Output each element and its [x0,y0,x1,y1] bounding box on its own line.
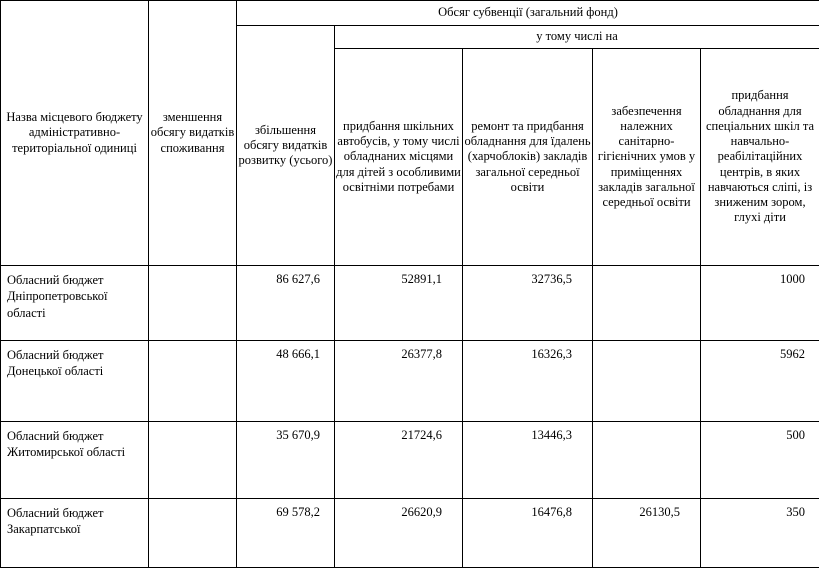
row-sanitary-value [593,266,701,341]
row-canteens-value: 13446,3 [463,422,593,499]
row-decrease-value [149,422,237,499]
table-row [1,422,819,499]
header-cell-school-buses: придбання шкільних автобусів, у тому числі обладнаних місцями для дітей з особливими освітніми потребами [335,49,463,266]
header-cell-canteens: ремонт та придбання обладнання для їдалень (харчоблоків) закладів загальної середньої освіти [463,49,593,266]
row-buses-value: 52891,1 [335,266,463,341]
row-increase-value: 69 578,2 [237,499,335,568]
header-cell-group-title: Обсяг субвенції (загальний фонд) [237,1,819,26]
row-buses-value: 21724,6 [335,422,463,499]
row-special-value: 5962 [701,341,819,422]
header-cell-decrease: зменшення обсягу видатків споживання [149,1,237,266]
table-row [1,341,819,422]
header-cell-budget-name: Назва місцевого бюджету адміністративно-територіальної одиниці [1,1,149,266]
row-decrease-value [149,499,237,568]
row-buses-value: 26377,8 [335,341,463,422]
row-sanitary-value: 26130,5 [593,499,701,568]
row-special-value: 350 [701,499,819,568]
row-increase-value: 48 666,1 [237,341,335,422]
row-increase-value: 35 670,9 [237,422,335,499]
row-canteens-value: 16326,3 [463,341,593,422]
row-sanitary-value [593,341,701,422]
row-canteens-value: 16476,8 [463,499,593,568]
row-decrease-value [149,266,237,341]
table-row [1,266,819,341]
row-canteens-value: 32736,5 [463,266,593,341]
header-cell-increase: збільшення обсягу видатків розвитку (усього) [237,26,335,266]
row-budget-name: Обласний бюджет Донецької області [1,341,149,422]
header-cell-subgroup-title: у тому числі на [335,26,819,49]
row-sanitary-value [593,422,701,499]
header-row-group [1,1,819,26]
row-budget-name: Обласний бюджет Дніпропетровської області [1,266,149,341]
row-special-value: 500 [701,422,819,499]
row-budget-name: Обласний бюджет Закарпатської [1,499,149,568]
row-increase-value: 86 627,6 [237,266,335,341]
row-special-value: 1000 [701,266,819,341]
row-budget-name: Обласний бюджет Житомирської області [1,422,149,499]
row-decrease-value [149,341,237,422]
row-buses-value: 26620,9 [335,499,463,568]
header-cell-special-schools: придбання обладнання для спеціальних шкіл та навчально-реабілітаційних центрів, в яких навчаються сліпі, із зниженим зором, глухі діти [701,49,819,266]
header-cell-sanitary: забезпечення належних санітарно-гігієнічних умов у приміщеннях закладів загальної середньої освіти [593,49,701,266]
table-row [1,499,819,568]
